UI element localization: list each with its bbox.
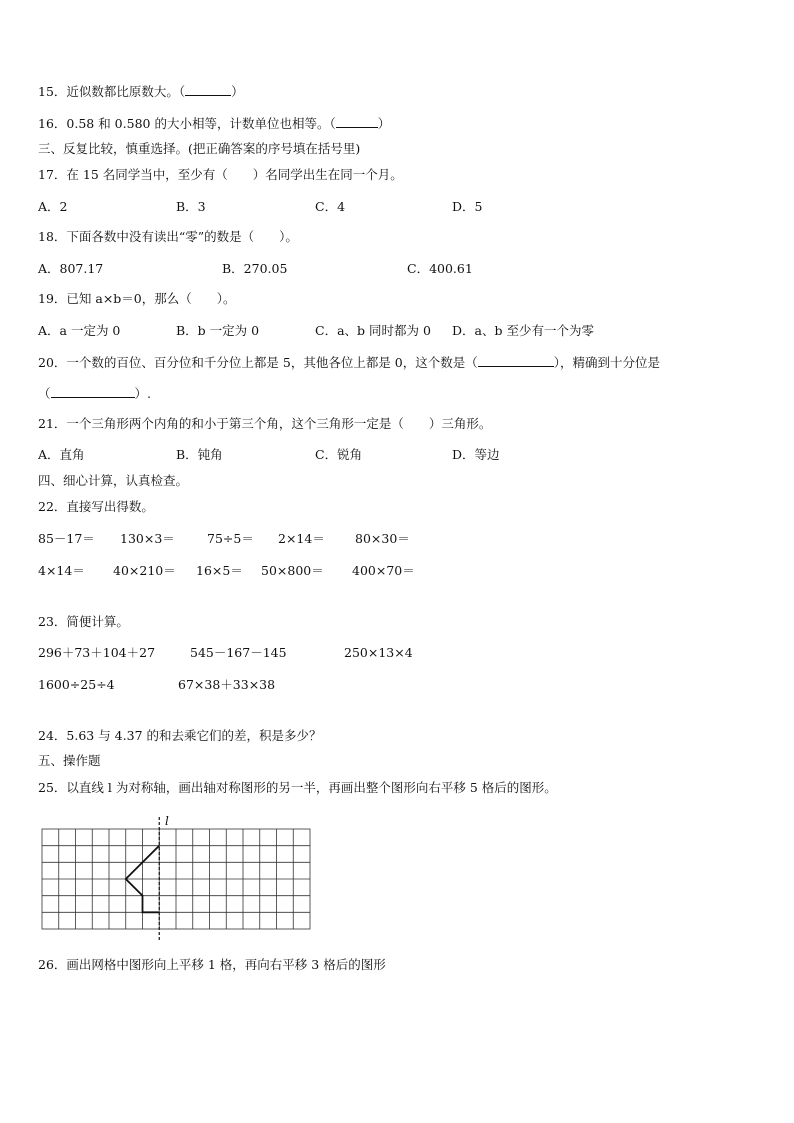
option-a[interactable]: A．直角 (38, 447, 85, 462)
option-a[interactable]: A．2 (38, 199, 68, 214)
question-20-continued: （ ）. (38, 386, 151, 401)
calc-item: 250×13×4 (344, 645, 413, 660)
calc-item: 85－17＝ (38, 531, 95, 546)
option-a[interactable]: A．a 一定为 0 (38, 323, 121, 338)
question-17-text: 17．在 15 名同学当中，至少有（ ）名同学出生在同一个月。 (38, 167, 403, 182)
question-20: 20．一个数的百位、百分位和千分位上都是 5，其他各位上都是 0，这个数是（ ），精确到十分位是 (38, 355, 661, 370)
drawing-grid[interactable] (41, 814, 313, 945)
question-18-text: 18．下面各数中没有读出“零”的数是（ ）。 (38, 229, 298, 244)
question-21-text: 21．一个三角形两个内角的和小于第三个角，这个三角形一定是（ ）三角形。 (38, 416, 492, 431)
question-16: 16．0.58 和 0.580 的大小相等，计数单位也相等。（ ） (38, 116, 391, 131)
option-c[interactable]: C．锐角 (315, 447, 363, 462)
grid-lines (42, 829, 310, 929)
calc-item: 50×800＝ (261, 563, 324, 578)
option-a[interactable]: A．807.17 (38, 261, 104, 276)
section-3-heading: 三、反复比较，慎重选择。(把正确答案的序号填在括号里) (38, 141, 361, 156)
calc-item: 296＋73＋104＋27 (38, 645, 156, 660)
section-5-heading: 五、操作题 (38, 753, 101, 768)
calc-item: 545－167－145 (190, 645, 287, 660)
question-15: 15．近似数都比原数大。（ ） (38, 84, 244, 99)
answer-blank[interactable] (478, 354, 554, 367)
option-c[interactable]: C．a、b 同时都为 0 (315, 323, 431, 338)
calc-item: 40×210＝ (113, 563, 176, 578)
question-23-text: 23．简便计算。 (38, 614, 129, 629)
calc-item: 1600÷25÷4 (38, 677, 115, 692)
axis-label: l (165, 814, 169, 828)
question-22-text: 22．直接写出得数。 (38, 499, 154, 514)
option-d[interactable]: D．5 (452, 199, 483, 214)
option-c[interactable]: C．400.61 (407, 261, 473, 276)
calc-item: 130×3＝ (120, 531, 175, 546)
question-24-text: 24．5.63 与 4.37 的和去乘它们的差，积是多少？ (38, 728, 322, 743)
option-d[interactable]: D．a、b 至少有一个为零 (452, 323, 594, 338)
question-19-text: 19．已知 a×b＝0，那么（ ）。 (38, 291, 236, 306)
answer-blank[interactable] (336, 115, 378, 128)
calc-item: 400×70＝ (352, 563, 415, 578)
option-b[interactable]: B．钝角 (176, 447, 223, 462)
option-b[interactable]: B．270.05 (222, 261, 288, 276)
answer-blank[interactable] (185, 83, 231, 96)
answer-blank[interactable] (51, 385, 135, 398)
calc-item: 67×38＋33×38 (178, 677, 276, 692)
grid-svg (41, 814, 313, 942)
option-c[interactable]: C．4 (315, 199, 346, 214)
question-26-text: 26．画出网格中图形向上平移 1 格，再向右平移 3 格后的图形 (38, 957, 386, 972)
question-16-text: 16．0.58 和 0.580 的大小相等，计数单位也相等。（ (38, 116, 336, 131)
calc-item: 2×14＝ (278, 531, 325, 546)
option-d[interactable]: D．等边 (452, 447, 500, 462)
calc-item: 16×5＝ (196, 563, 243, 578)
option-b[interactable]: B．3 (176, 199, 206, 214)
question-25-text: 25．以直线 l 为对称轴，画出轴对称图形的另一半，再画出整个图形向右平移 5 格后的图形。 (38, 780, 557, 795)
calc-item: 4×14＝ (38, 563, 85, 578)
calc-item: 75÷5＝ (207, 531, 254, 546)
question-15-text: 15．近似数都比原数大。（ (38, 84, 186, 99)
section-4-heading: 四、细心计算，认真检查。 (38, 473, 189, 488)
option-b[interactable]: B．b 一定为 0 (176, 323, 260, 338)
calc-item: 80×30＝ (355, 531, 410, 546)
